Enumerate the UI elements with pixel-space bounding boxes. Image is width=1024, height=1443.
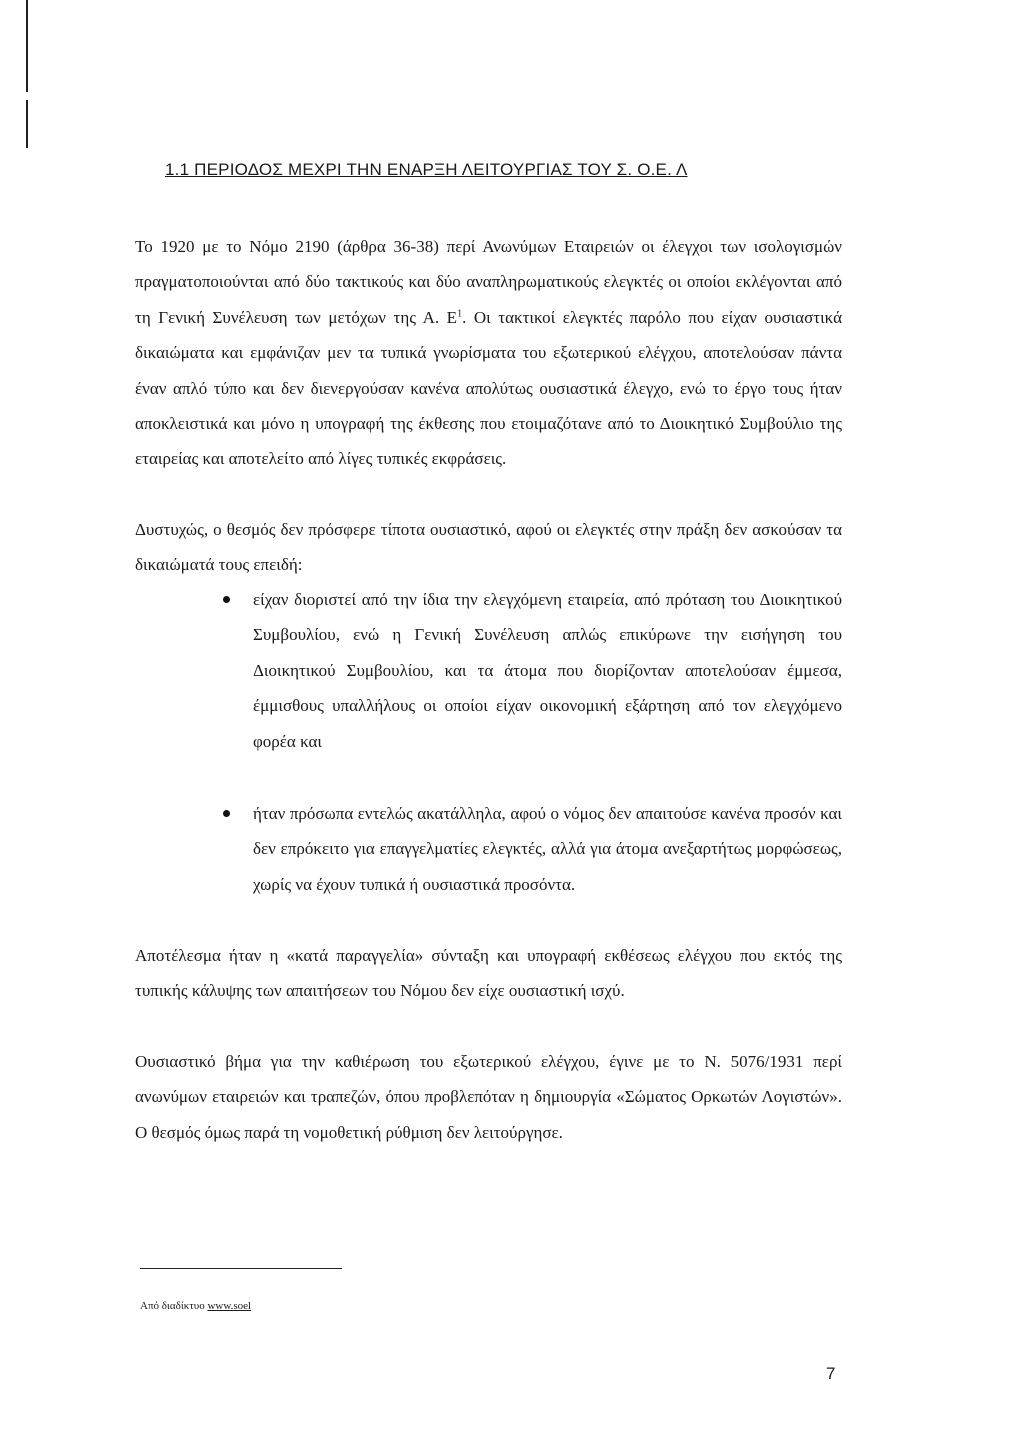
- scan-artifact-line-bottom: [26, 100, 28, 148]
- scan-artifact-line-top: [26, 0, 28, 92]
- page-number: 7: [826, 1364, 836, 1383]
- paragraph-1: [135, 229, 842, 477]
- footnote: [140, 1300, 251, 1312]
- bullet-list-2: [135, 796, 842, 902]
- footnote-link[interactable]: www.soel: [207, 1300, 252, 1312]
- bullet-item-text: είχαν διοριστεί από την ίδια την ελεγχόμενη εταιρεία, από πρόταση του Διοικητικού Συμβουλίου, ενώ η Γενική Συνέλευση απλώς επικύρωνε την εισήγηση του Διοικητικού Συμβουλίου, και τα άτομα που διορίζονταν αποτελούσαν έμμεσα, έμμισθους υπαλλήλους οι οποίοι είχαν οικονομική εξάρτηση από τον ελεγχόμενο φορέα και: [253, 590, 842, 751]
- bullet-list-1: [135, 582, 842, 759]
- footnote-reference[interactable]: 1: [457, 308, 463, 320]
- bullet-item: [135, 796, 842, 902]
- bullet-item: [135, 582, 842, 759]
- footnote-separator: [140, 1268, 342, 1269]
- section-heading: 1.1 ΠΕΡΙΟΔΟΣ ΜΕΧΡΙ ΤΗΝ ΕΝΑΡΞΗ ΛΕΙΤΟΥΡΓΙΑΣ ΤΟΥ Σ. Ο.Ε. Λ: [165, 160, 688, 179]
- paragraph-3: Αποτέλεσμα ήταν η «κατά παραγγελία» σύνταξη και υπογραφή εκθέσεως ελέγχου που εκτός της τυπικής κάλυψης των απαιτήσεων του Νόμου δεν είχε ουσιαστική ισχύ.: [135, 946, 842, 1001]
- bullet-dot-icon: [223, 810, 230, 817]
- paragraph-2: Δυστυχώς, ο θεσμός δεν πρόσφερε τίποτα ουσιαστικό, αφού οι ελεγκτές στην πράξη δεν ασκούσαν τα δικαιώματά τους επειδή:: [135, 520, 842, 575]
- paragraph-1-text-start: Το 1920 με το Νόμο 2190 (άρθρα 36-38) περί Ανωνύμων Εταιρειών οι έλεγχοι των ισολογισμών πραγματοποιούνται από δύο τακτικούς και δύο αναπληρωματικούς ελεγκτές οι οποίοι εκλέγονται από τη Γενική Συνέλευση των μετόχων της Α. Ε: [135, 237, 842, 327]
- footnote-text: Από διαδίκτυο: [140, 1300, 208, 1312]
- paragraph-1-text-end: . Οι τακτικοί ελεγκτές παρόλο που είχαν ουσιαστικά δικαιώματα και εμφάνιζαν μεν τα τυπικά γνωρίσματα του εξωτερικού ελέγχου, αποτελούσαν πάντα έναν απλό τύπο και δεν διενεργούσαν κανένα απολύτως ουσιαστικά έλεγχο, ενώ το έργο τους ήταν αποκλειστικά και μόνο η υπογραφή της έκθεσης που ετοιμαζότανε από το Διοικητικό Συμβούλιο της εταιρείας και αποτελείτο από λίγες τυπικές εκφράσεις.: [135, 307, 842, 469]
- bullet-item-text: ήταν πρόσωπα εντελώς ακατάλληλα, αφού ο νόμος δεν απαιτούσε κανένα προσόν και δεν επρόκειτο για επαγγελματίες ελεγκτές, αλλά για άτομα ανεξαρτήτως μορφώσεως, χωρίς να έχουν τυπικά ή ουσιαστικά προσόντα.: [253, 804, 842, 894]
- paragraph-4: Ουσιαστικό βήμα για την καθιέρωση του εξωτερικού ελέγχου, έγινε με το Ν. 5076/1931 περί ανωνύμων εταιρειών και τραπεζών, όπου προβλεπόταν η δημιουργία «Σώματος Ορκωτών Λογιστών». Ο θεσμός όμως παρά τη νομοθετική ρύθμιση δεν λειτούργησε.: [135, 1052, 842, 1142]
- bullet-dot-icon: [223, 596, 230, 603]
